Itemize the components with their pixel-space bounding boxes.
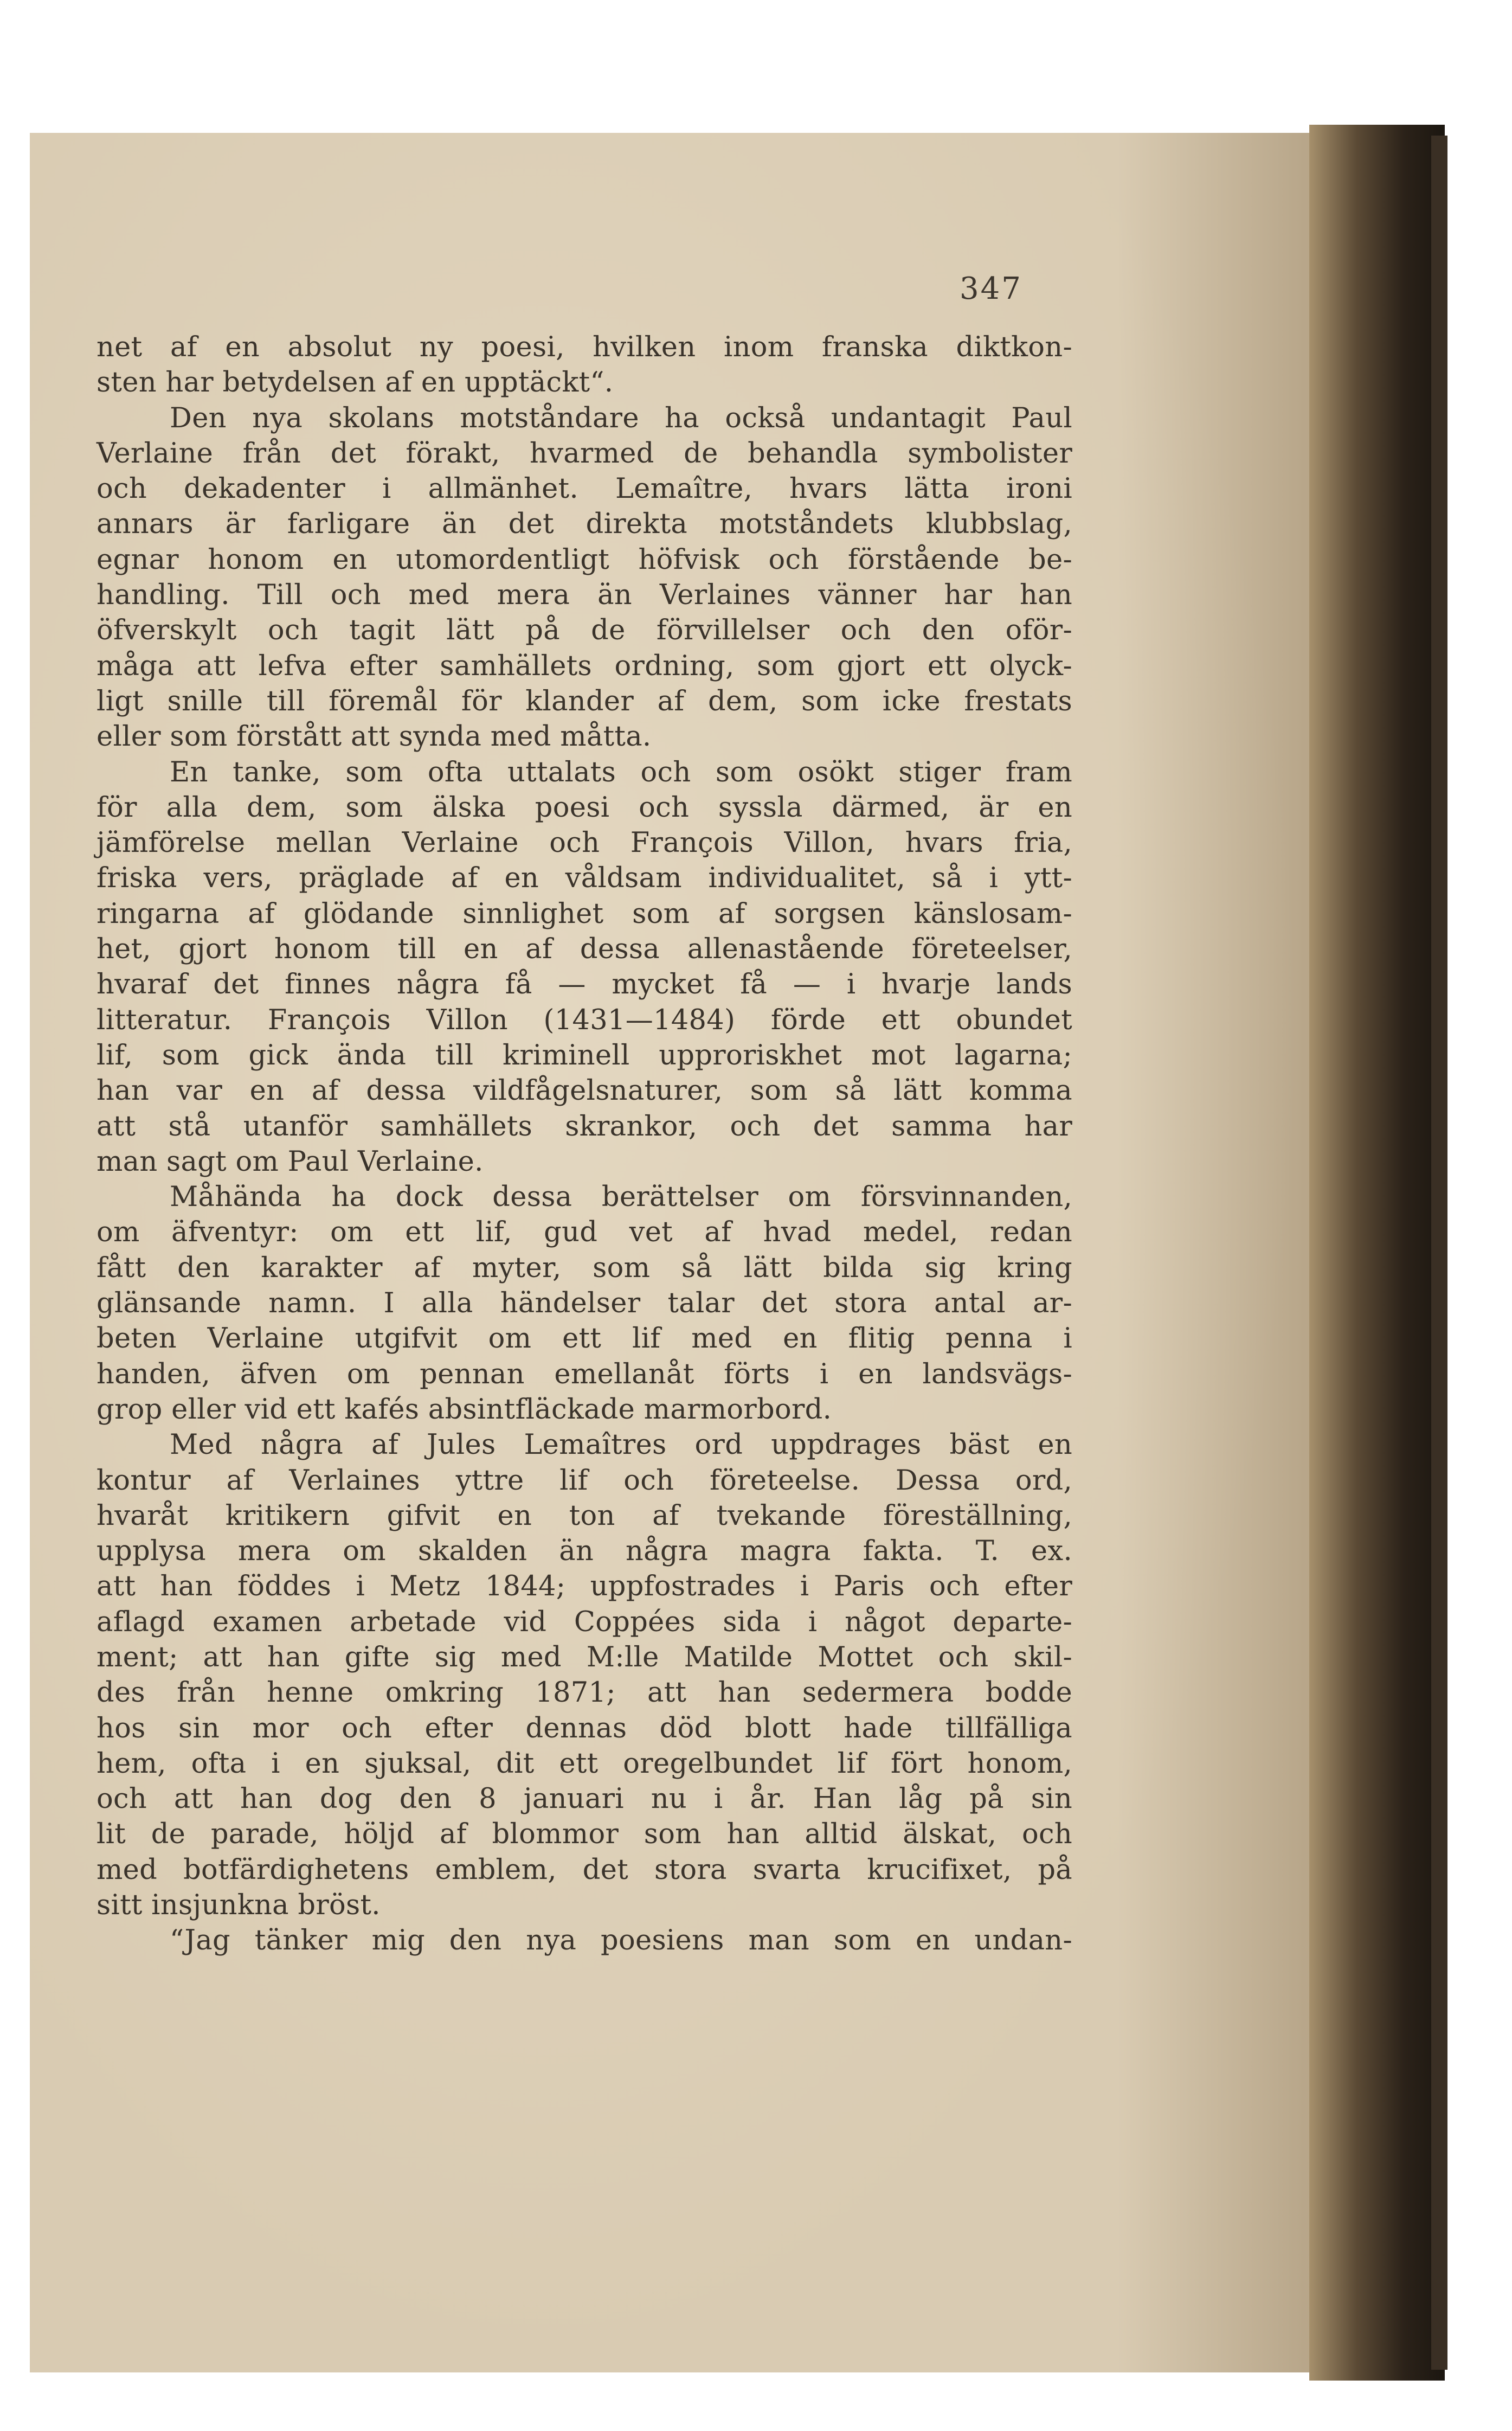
text-line: han var en af dessa vildfågelsnaturer, som så lätt komma [96,1075,1072,1107]
text-line: ment; att han gifte sig med M:lle Matilde Mottet och skil- [96,1641,1072,1673]
text-line: för alla dem, som älska poesi och syssla därmed, är en [96,791,1072,824]
book-spine-edge [1431,136,1447,2370]
text-line: sitt insjunkna bröst. [96,1889,381,1922]
text-line: “Jag tänker mig den nya poesiens man som en undan- [170,1925,1072,1957]
text-line: litteratur. François Villon (1431—1484) förde ett obundet [96,1004,1072,1036]
text-line: annars är farligare än det direkta motståndets klubbslag, [96,508,1072,541]
text-line: upplysa mera om skalden än några magra fakta. T. ex. [96,1535,1072,1568]
text-line: hvaråt kritikern gifvit en ton af tvekande föreställning, [96,1499,1072,1532]
text-line: des från henne omkring 1871; att han sedermera bodde [96,1677,1072,1709]
text-line: om äfventyr: om ett lif, gud vet af hvad medel, redan [96,1216,1072,1249]
text-line: friska vers, präglade af en våldsam individualitet, så i ytt- [96,862,1072,895]
text-line: Måhända ha dock dessa berättelser om försvinnanden, [170,1181,1072,1214]
text-line: öfverskylt och tagit lätt på de förvillelser och den oför- [96,614,1072,647]
text-line: med botfärdighetens emblem, det stora svarta krucifixet, på [96,1853,1072,1886]
text-line: ligt snille till föremål för klander af dem, som icke frestats [96,685,1072,717]
text-line: måga att lefva efter samhällets ordning, som gjort ett olyck- [96,650,1072,682]
text-line: egnar honom en utomordentligt höfvisk och förstående be- [96,543,1072,576]
text-line: eller som förstått att synda med måtta. [96,721,652,753]
text-line: grop eller vid ett kafés absintfläckade marmorbord. [96,1393,832,1426]
text-line: lif, som gick ända till kriminell upproriskhet mot lagarna; [96,1039,1072,1072]
text-line: net af en absolut ny poesi, hvilken inom franska diktkon- [96,331,1072,363]
text-line: att stå utanför samhällets skrankor, och det samma har [96,1110,1072,1143]
text-line: hem, ofta i en sjuksal, dit ett oregelbundet lif fört honom, [96,1747,1072,1780]
page-number: 347 [960,271,1022,306]
text-line: handling. Till och med mera än Verlaines vänner har han [96,579,1072,612]
text-line: glänsande namn. I alla händelser talar det stora antal ar- [96,1287,1072,1320]
text-line: att han föddes i Metz 1844; uppfostrades i Paris och efter [96,1570,1072,1603]
text-line: aflagd examen arbetade vid Coppées sida i något departe- [96,1606,1072,1638]
text-line: En tanke, som ofta uttalats och som osökt stiger fram [170,756,1072,788]
text-line: beten Verlaine utgifvit om ett lif med en flitig penna i [96,1323,1072,1355]
text-line: hvaraf det finnes några få — mycket få — i hvarje lands [96,968,1072,1001]
text-line: Med några af Jules Lemaîtres ord uppdrages bäst en [170,1429,1072,1461]
text-line: Den nya skolans motståndare ha också undantagit Paul [170,402,1072,434]
text-line: fått den karakter af myter, som så lätt bilda sig kring [96,1252,1072,1284]
text-line: sten har betydelsen af en upptäckt“. [96,367,614,399]
text-line: het, gjort honom till en af dessa allenastående företeelser, [96,933,1072,966]
text-line: ringarna af glödande sinnlighet som af sorgsen känslosam- [96,897,1072,930]
text-line: Verlaine från det förakt, hvarmed de behandla symbolister [96,437,1072,470]
text-line: hos sin mor och efter dennas död blott hade tillfälliga [96,1712,1072,1744]
text-line: lit de parade, höljd af blommor som han alltid älskat, och [96,1818,1072,1851]
text-line: och dekadenter i allmänhet. Lemaître, hvars lätta ironi [96,473,1072,505]
text-line: och att han dog den 8 januari nu i år. Han låg på sin [96,1783,1072,1816]
body-text [96,330,1072,1959]
text-line: jämförelse mellan Verlaine och François Villon, hvars fria, [96,827,1072,859]
text-line: man sagt om Paul Verlaine. [96,1145,484,1178]
text-line: kontur af Verlaines yttre lif och företeelse. Dessa ord, [96,1464,1072,1497]
text-line: handen, äfven om pennan emellanåt förts i en landsvägs- [96,1358,1072,1390]
book-gutter [1309,125,1445,2381]
